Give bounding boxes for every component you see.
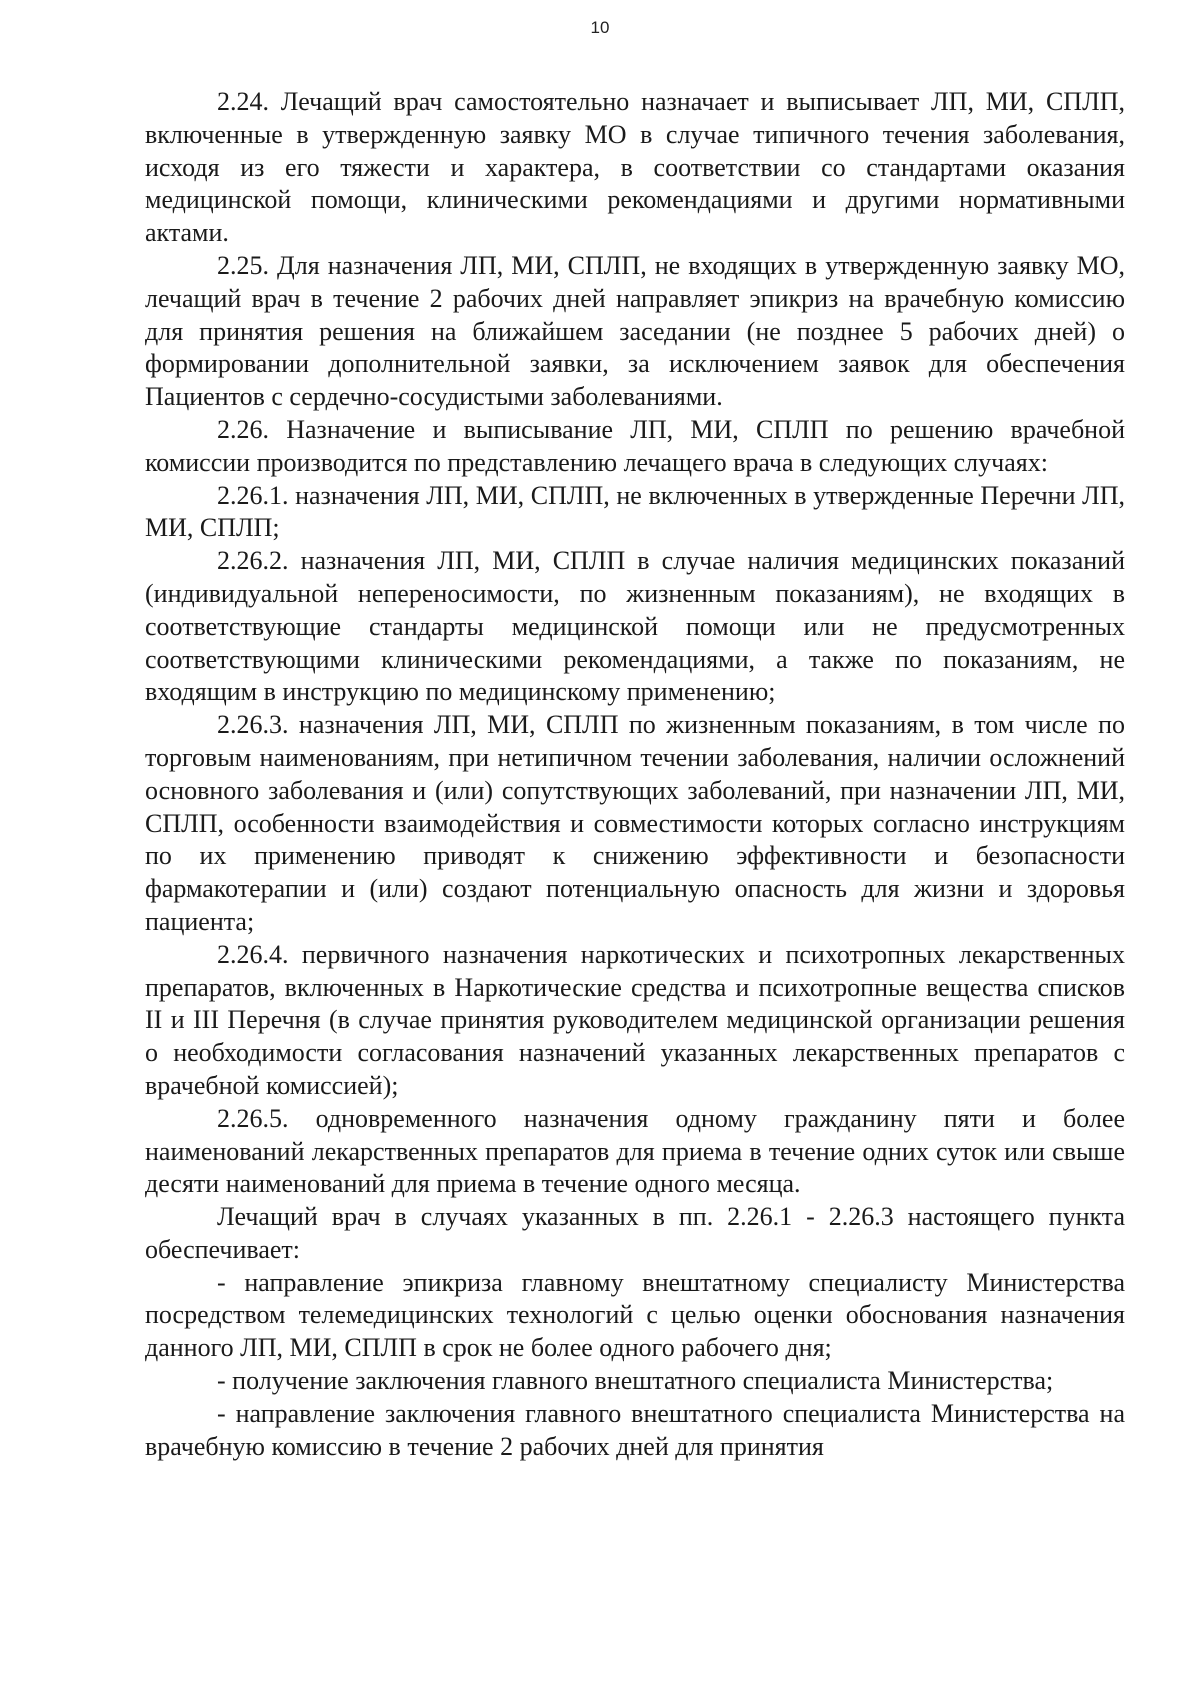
document-body	[145, 86, 1125, 1463]
paragraph-2-26-4: 2.26.4. первичного назначения наркотических и психотропных лекарственных препаратов, включенных в Наркотические средства и психотропные вещества списков II и III Перечня (в случае принятия руководителем медицинской организации решения о необходимости согласования назначений указанных лекарственных препаратов с врачебной комиссией);	[145, 939, 1125, 1100]
list-item-send-epicrisis: - направление эпикриза главному внештатному специалисту Министерства посредством телемедицинских технологий с целью оценки обоснования назначения данного ЛП, МИ, СПЛП в срок не более одного рабочего дня;	[145, 1267, 1125, 1363]
page-number: 10	[590, 18, 610, 37]
list-item-receive-conclusion: - получение заключения главного внештатного специалиста Министерства;	[217, 1366, 1054, 1396]
paragraph-2-26-5: 2.26.5. одновременного назначения одному гражданину пяти и более наименований лекарственных препаратов для приема в течение одних суток или свыше десяти наименований для приема в течение одного месяца.	[145, 1103, 1125, 1199]
paragraph-2-26: 2.26. Назначение и выписывание ЛП, МИ, СПЛП по решению врачебной комиссии производится по представлению лечащего врача в следующих случаях:	[145, 414, 1125, 477]
paragraph-2-26-1: 2.26.1. назначения ЛП, МИ, СПЛП, не включенных в утвержденные Перечни ЛП, МИ, СПЛП;	[145, 480, 1125, 543]
paragraph-2-26-3: 2.26.3. назначения ЛП, МИ, СПЛП по жизненным показаниям, в том числе по торговым наименованиям, при нетипичном течении заболевания, наличии осложнений основного заболевания и (или) сопутствующих заболеваний, при назначении ЛП, МИ, СПЛП, особенности взаимодействия и совместимости которых согласно инструкциям по их применению приводят к снижению эффективности и безопасности фармакотерапии и (или) создают потенциальную опасность для жизни и здоровья пациента;	[145, 710, 1125, 936]
paragraph-2-24: 2.24. Лечащий врач самостоятельно назначает и выписывает ЛП, МИ, СПЛП, включенные в утвержденную заявку МО в случае типичного течения заболевания, исходя из его тяжести и характера, в соответствии со стандартами оказания медицинской помощи, клиническими рекомендациями и другими нормативными актами.	[145, 87, 1125, 248]
list-item-send-conclusion: - направление заключения главного внештатного специалиста Министерства на врачебную комиссию в течение 2 рабочих дней для принятия	[145, 1398, 1125, 1461]
paragraph-2-26-2: 2.26.2. назначения ЛП, МИ, СПЛП в случае наличия медицинских показаний (индивидуальной непереносимости, по жизненным показаниям), не входящих в соответствующие стандарты медицинской помощи или не предусмотренных соответствующими клиническими рекомендациями, а также по показаниям, не входящим в инструкцию по медицинскому применению;	[145, 546, 1125, 707]
paragraph-2-25: 2.25. Для назначения ЛП, МИ, СПЛП, не входящих в утвержденную заявку МО, лечащий врач в течение 2 рабочих дней направляет эпикриз на врачебную комиссию для принятия решения на ближайшем заседании (не позднее 5 рабочих дней) о формировании дополнительной заявки, за исключением заявок для обеспечения Пациентов с сердечно-сосудистыми заболеваниями.	[145, 250, 1125, 412]
paragraph-physician-duties: Лечащий врач в случаях указанных в пп. 2.26.1 - 2.26.3 настоящего пункта обеспечивает:	[145, 1202, 1125, 1264]
